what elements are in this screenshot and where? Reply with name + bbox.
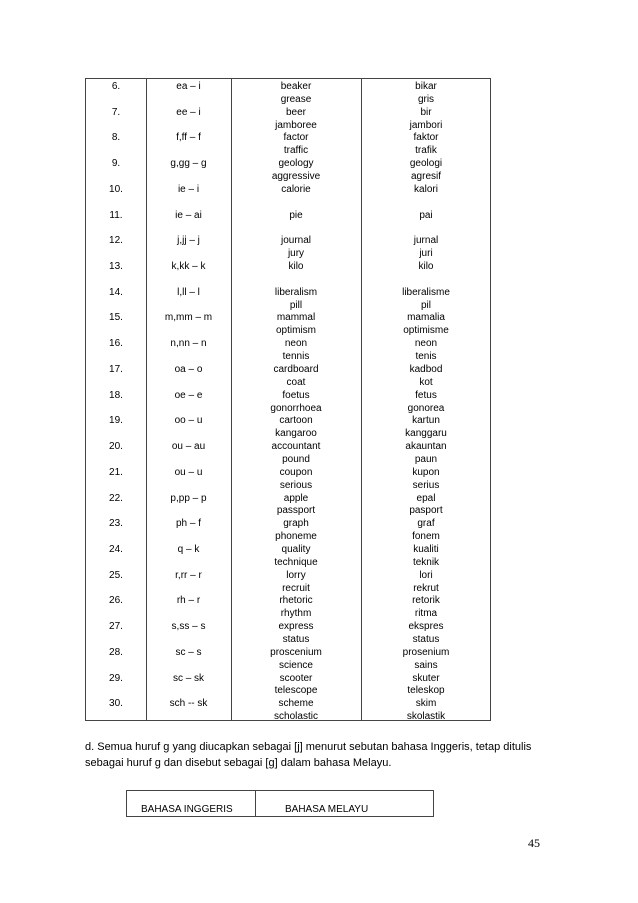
row-number: 25.	[109, 569, 123, 581]
malay-word: kot	[419, 376, 433, 388]
malay-word: kadbod	[409, 363, 443, 375]
spelling-rule: oo – u	[174, 415, 203, 427]
spelling-rule: k,kk – k	[171, 261, 206, 273]
row-number: 13.	[109, 261, 123, 273]
page-number: 45	[528, 836, 540, 850]
row-number: 23.	[109, 518, 123, 530]
spelling-rule: ee – i	[176, 106, 201, 118]
row-number: 17.	[109, 363, 123, 375]
row-number: 12.	[109, 235, 123, 247]
malay-word: kupon	[412, 466, 440, 478]
english-word: cartoon	[279, 415, 313, 427]
malay-word: graf	[417, 518, 435, 530]
spelling-rule: oe – e	[174, 389, 203, 401]
malay-word: jurnal	[413, 235, 439, 247]
spelling-rule: sch -- sk	[169, 698, 208, 710]
row-number: 22.	[109, 492, 123, 504]
spelling-rule: q – k	[177, 543, 200, 555]
english-word: beaker	[280, 81, 312, 92]
english-word: serious	[279, 479, 313, 491]
malay-word: teknik	[412, 556, 440, 568]
malay-word: skuter	[412, 672, 440, 684]
spelling-rule: sc – s	[175, 646, 202, 658]
malay-word: skim	[415, 698, 437, 710]
english-word: lorry	[286, 569, 306, 581]
spelling-rule: g,gg – g	[170, 158, 207, 170]
spelling-rule: ie – ai	[175, 209, 202, 221]
english-word: accountant	[271, 441, 321, 453]
english-word: scooter	[279, 672, 313, 684]
english-word: coupon	[279, 466, 313, 478]
row-number: 9.	[111, 158, 121, 170]
malay-word: kualiti	[413, 543, 439, 555]
row-number: 7.	[111, 106, 121, 118]
english-word: beer	[285, 106, 306, 118]
malay-word: pasport	[409, 505, 443, 517]
header-bahasa-inggeris: BAHASA INGGERIS	[141, 804, 233, 815]
english-word: pie	[289, 209, 303, 221]
english-word: science	[279, 659, 313, 671]
english-word: phoneme	[275, 531, 317, 543]
row-number: 18.	[109, 389, 123, 401]
malay-word: juri	[419, 248, 433, 260]
row-number: 11.	[109, 209, 123, 221]
english-word: rhythm	[280, 608, 312, 620]
row-number: 10.	[109, 183, 123, 195]
row-number: 15.	[109, 312, 123, 324]
spelling-rule: j,jj – j	[177, 235, 200, 247]
malay-word: kartun	[412, 415, 440, 427]
row-number: 6.	[111, 81, 121, 92]
spelling-rule: rh – r	[176, 595, 201, 607]
malay-word: neon	[414, 338, 438, 350]
english-word: journal	[280, 235, 312, 247]
row-number: 14.	[109, 286, 123, 298]
spelling-rule: l,ll – l	[177, 286, 200, 298]
english-word: kangaroo	[275, 428, 317, 440]
malay-word: lori	[419, 569, 433, 581]
header-bahasa-melayu: BAHASA MELAYU	[285, 804, 369, 815]
english-word: traffic	[283, 145, 309, 157]
spelling-rule: f,ff – f	[176, 132, 201, 144]
paragraph-line-2: sebagai huruf g dan disebut sebagai [g] dalam bahasa Melayu.	[85, 757, 392, 769]
row-number: 30.	[109, 698, 123, 710]
english-word: gonorrhoea	[270, 402, 322, 414]
paragraph-line-1: d. Semua huruf g yang diucapkan sebagai [j] menurut sebutan bahasa Inggeris, tetap ditulis	[85, 741, 532, 753]
malay-word: kalori	[414, 183, 438, 195]
english-word: status	[282, 633, 310, 645]
english-word: scholastic	[274, 711, 318, 723]
english-word: factor	[283, 132, 309, 144]
malay-word: jambori	[409, 119, 443, 131]
english-word: cardboard	[273, 363, 319, 375]
spelling-rule: sc – sk	[172, 672, 205, 684]
malay-word: retorik	[412, 595, 440, 607]
english-word: rhetoric	[279, 595, 313, 607]
english-word: aggressive	[271, 171, 321, 183]
malay-word: trafik	[415, 145, 437, 157]
malay-word: teleskop	[407, 685, 445, 697]
malay-word: kilo	[418, 261, 434, 273]
malay-word: geologi	[409, 158, 443, 170]
malay-word: kanggaru	[405, 428, 447, 440]
row-number: 19.	[109, 415, 123, 427]
english-word: recruit	[282, 582, 310, 594]
english-word: pill	[289, 299, 303, 311]
spelling-rule: oa – o	[174, 363, 203, 375]
malay-word: pil	[420, 299, 431, 311]
english-word: pound	[282, 453, 310, 465]
english-word: kilo	[288, 261, 304, 273]
english-word: optimism	[275, 325, 316, 337]
malay-word: epal	[416, 492, 436, 504]
spelling-rule: ou – au	[171, 441, 206, 453]
row-number: 24.	[109, 543, 123, 555]
malay-word: mamalia	[407, 312, 445, 324]
spelling-rule: p,pp – p	[170, 492, 207, 504]
english-word: geology	[278, 158, 314, 170]
spelling-rule: ea – i	[176, 81, 201, 92]
english-word: apple	[283, 492, 309, 504]
malay-word: tenis	[415, 351, 437, 363]
english-word: jury	[287, 248, 305, 260]
malay-word: status	[412, 633, 440, 645]
malay-word: optimisme	[403, 325, 449, 337]
row-number: 27.	[109, 621, 123, 633]
english-word: technique	[274, 556, 318, 568]
malay-word: prosenium	[402, 646, 450, 658]
spelling-rule: n,nn – n	[170, 338, 207, 350]
malay-word: faktor	[413, 132, 439, 144]
english-word: jamboree	[275, 119, 317, 131]
spelling-rule: r,rr – r	[175, 569, 202, 581]
english-word: foetus	[282, 389, 310, 401]
malay-word: ekspres	[408, 621, 444, 633]
spelling-rule: ph – f	[175, 518, 202, 530]
row-number: 28.	[109, 646, 123, 658]
malay-word: fonem	[412, 531, 440, 543]
english-word: graph	[283, 518, 309, 530]
english-word: telescope	[274, 685, 318, 697]
malay-word: rekrut	[413, 582, 439, 594]
malay-word: serius	[412, 479, 440, 491]
paragraph-d	[85, 739, 555, 771]
spelling-rule: ou – u	[174, 466, 203, 478]
spelling-rule: s,ss – s	[171, 621, 206, 633]
malay-word: akauntan	[405, 441, 447, 453]
english-word: grease	[280, 93, 312, 105]
malay-word: agresif	[410, 171, 441, 183]
english-word: tennis	[282, 351, 310, 363]
english-word: calorie	[281, 183, 311, 195]
english-word: coat	[286, 376, 306, 388]
word-table	[85, 78, 491, 721]
english-word: neon	[284, 338, 308, 350]
row-number: 26.	[109, 595, 123, 607]
english-word: liberalism	[274, 286, 318, 298]
malay-word: skolastik	[406, 711, 446, 723]
row-number: 20.	[109, 441, 123, 453]
malay-word: ritma	[414, 608, 438, 620]
malay-word: bir	[420, 106, 432, 118]
row-number: 21.	[109, 466, 123, 478]
english-word: mammal	[276, 312, 316, 324]
malay-word: pai	[419, 209, 433, 221]
row-number: 29.	[109, 672, 123, 684]
column-divider	[255, 791, 256, 816]
malay-word: liberalisme	[402, 286, 450, 298]
malay-word: gris	[417, 93, 435, 105]
english-word: passport	[276, 505, 316, 517]
english-word: proscenium	[270, 646, 322, 658]
malay-word: fetus	[415, 389, 437, 401]
malay-word: sains	[414, 659, 438, 671]
row-number: 16.	[109, 338, 123, 350]
english-word: quality	[281, 543, 311, 555]
malay-word: bikar	[415, 81, 437, 92]
english-word: scheme	[278, 698, 314, 710]
malay-word: gonorea	[407, 402, 445, 414]
language-header-table	[126, 790, 434, 817]
english-word: express	[278, 621, 314, 633]
row-number: 8.	[111, 132, 121, 144]
spelling-rule: ie – i	[177, 183, 200, 195]
spelling-rule: m,mm – m	[164, 312, 213, 324]
malay-word: paun	[414, 453, 438, 465]
